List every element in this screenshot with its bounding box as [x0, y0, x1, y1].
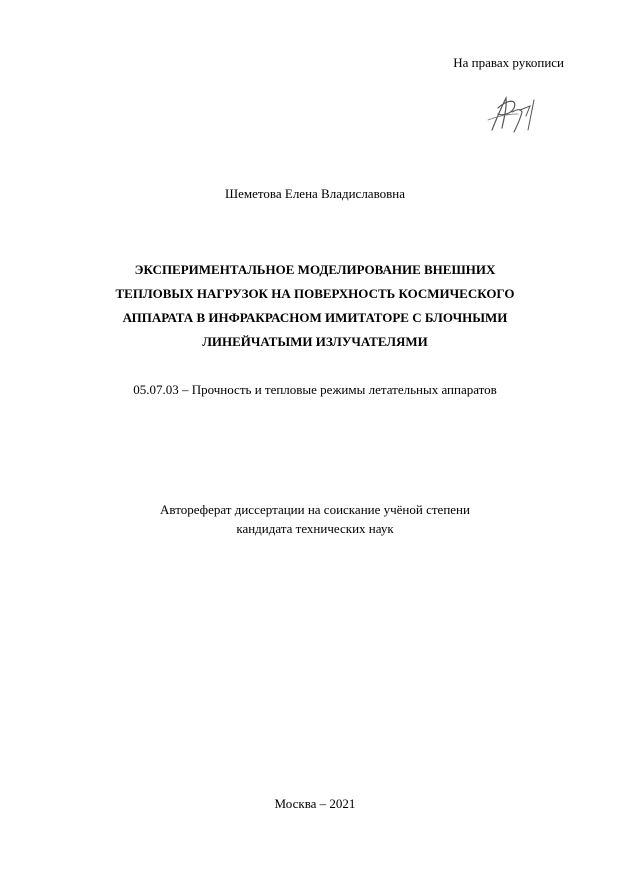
handwritten-signature — [484, 90, 544, 136]
title-line: ЛИНЕЙЧАТЫМИ ИЗЛУЧАТЕЛЯМИ — [202, 334, 428, 349]
title-line: АППАРАТА В ИНФРАКРАСНОМ ИМИТАТОРЕ С БЛОЧНЫМИ — [122, 310, 508, 325]
city-year: Москва – 2021 — [274, 796, 356, 811]
abstract-description — [0, 500, 630, 538]
author-name: Шеметова Елена Владиславовна — [225, 186, 405, 201]
abstract-line: кандидата технических наук — [236, 521, 394, 536]
abstract-line: Автореферат диссертации на соискание учёной степени — [160, 502, 470, 517]
manuscript-rights-note: На правах рукописи — [453, 55, 564, 70]
title-line: ЭКСПЕРИМЕНТАЛЬНОЕ МОДЕЛИРОВАНИЕ ВНЕШНИХ — [134, 262, 496, 277]
specialty-code: 05.07.03 – Прочность и тепловые режимы летательных аппаратов — [133, 382, 497, 397]
title-line: ТЕПЛОВЫХ НАГРУЗОК НА ПОВЕРХНОСТЬ КОСМИЧЕСКОГО — [115, 286, 515, 301]
dissertation-title — [60, 258, 570, 354]
